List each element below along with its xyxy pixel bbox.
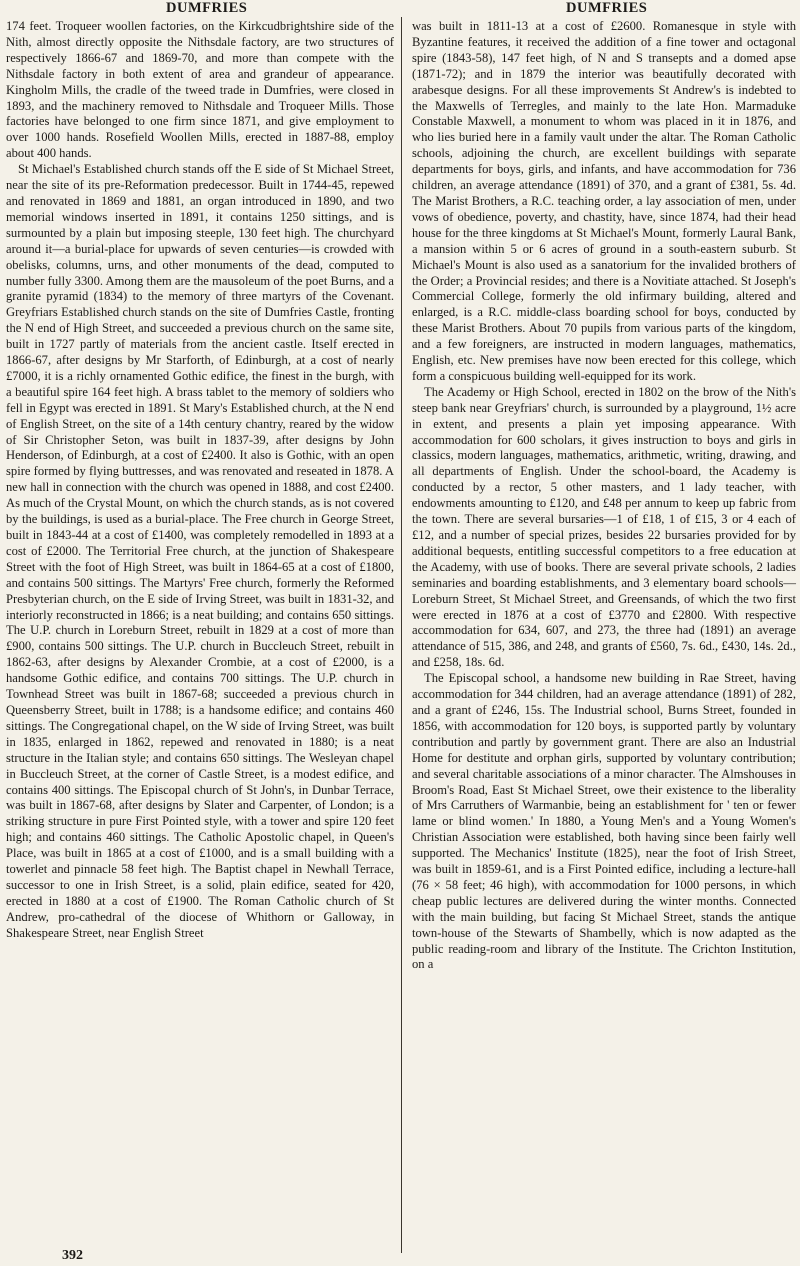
paragraph: The Episcopal school, a handsome new building in Rae Street, having accommodation for 344 children, had an average attendance (1891) of 282, and a grant of £246, 15s. The Industrial school, Burns Street, founded in 1856, with accommodation for 120 boys, is supported partly by voluntary contribution and partly by government grant. There are also an Industrial Home for destitute and orphan girls, supported by voluntary contribution; and several charitable associations of a minor character. The Almshouses in Broom's Road, East St Michael Street, owe their existence to the liberality of Mrs Carruthers of Warmanbie, being an establishment for ' ten or fewer lame or blind women.' In 1880, a Young Men's and a Young Women's Christian Association were established, both having since been fairly well supported. The Mechanics' Institute (1825), near the foot of Irish Street, was built in 1859-61, and is a First Pointed edifice, including a lecture-hall (76 × 58 feet; 46 high), with accommodation for 1000 persons, in which cheap public lectures are delivered during the winter months. Connected with the main building, but facing St Michael Street, stands the antique town-house of the Stewarts of Shambelly, which is now adapted as the public reading-room and library of the Institute. The Crichton Institution, on a [412,671,796,972]
column-divider [401,17,402,1253]
right-column [412,19,796,973]
paragraph: was built in 1811-13 at a cost of £2600. Romanesque in style with Byzantine features, it received the addition of a fine tower and octagonal spire (1843-58), 147 feet high, of N and S transepts and a domed apse (1871-72); and in 1879 the interior was beautifully decorated with arabesque designs. For all these improvements St Andrew's is indebted to the Maxwells of Terregles, and mainly to the late Hon. Marmaduke Constable Maxwell, a monument to whom was placed in it in 1876, and who lies buried here in a family vault under the altar. The Roman Catholic schools, adjoining the church, are excellent buildings with separate departments for boys, girls, and infants, and have accommodation for 736 children, an average attendance (1891) of 370, and a grant of £381, 5s. 4d. The Marist Brothers, a R.C. teaching order, a lay association of men, under vows of obedience, poverty, and chastity, have, since 1874, had their head house for the three kingdoms at St Michael's Mount, formerly Laural Bank, a mansion within 5 or 6 acres of ground in a south-eastern suburb. St Michael's Mount is also used as a sanatorium for the invalided brothers of the Order; a Provincial resides; and there is a Novitiate attached. St Joseph's Commercial College, formerly the old infirmary building, altered and enlarged, is a R.C. middle-class boarding school for boys, conducted by these Marist Brothers. About 70 pupils from various parts of the kingdom, and a few foreigners, are instructed in modern languages, mathematics, English, etc. New premises have now been erected for this college, which form a conspicuous building well-equipped for its work. [412,19,796,383]
running-header-left: DUMFRIES [166,0,248,16]
left-column [6,19,394,942]
running-header-right: DUMFRIES [566,0,648,16]
paragraph: St Michael's Established church stands off the E side of St Michael Street, near the site of its pre-Reformation predecessor. Built in 1744-45, repewed and renovated in 1869 and 1881, an organ introduced in 1890, and two memorial windows inserted in 1891, it contains 1250 sittings, and is surmounted by a plain but imposing steeple, 130 feet high. The churchyard around it—a burial-place for upwards of seven centuries—is crowded with obelisks, columns, urns, and other monuments of the dead, computed to number fully 3300. Among them are the mausoleum of the poet Burns, and a granite pyramid (1834) to the memory of three martyrs of the Covenant. Greyfriars Established church stands on the site of Dumfries Castle, fronting the N end of High Street, and succeeded a previous church on the same site, built in 1727 partly of materials from the ancient castle. Itself erected in 1866-67, after designs by Mr Starforth, of Edinburgh, at a cost of nearly £7000, it is a richly ornamented Gothic edifice, the finest in the burgh, with a beautiful spire 164 feet high. A brass tablet to the memory of soldiers who fell in Egypt was erected in 1891. St Mary's Established church, at the N end of English Street, on the site of a 14th century chantry, reared by the widow of Sir Christopher Seton, was built in 1837-39, after designs by John Henderson, of Edinburgh, at a cost of £2400. It also is Gothic, with an open spire formed by flying buttresses, and was renovated and reseated in 1878. A new hall in connection with the church was opened in 1888, and cost £2400. As much of the Crystal Mount, on which the church stands, as is not covered by the buildings, is used as a burial-place. The Free church in George Street, built in 1843-44 at a cost of £1400, was completely remodelled in 1893 at a cost of £2000. The Territorial Free church, at the junction of Shakespeare Street with the foot of High Street, was built in 1864-65 at a cost of £1800, and contains 500 sittings. The Martyrs' Free church, formerly the Reformed Presbyterian church, on the E side of Irving Street, was built in 1831-32, and interiorly reconstructed in 1866; is a neat building; and contains 650 sittings. The U.P. church in Loreburn Street, rebuilt in 1829 at a cost of more than £900, contains 500 sittings. The U.P. church in Buccleuch Street, rebuilt in 1862-63, after designs by Alexander Crombie, at a cost of £2000, is a handsome Gothic edifice, and contains 700 sittings. The U.P. church in Townhead Street was built in 1867-68; succeeded a previous church in Queensberry Street, built in 1788; is a handsome edifice; and contains 460 sittings. The Congregational chapel, on the W side of Irving Street, was built in 1835, enlarged in 1862, repewed and renovated in 1880; is a neat structure in the Italian style; and contains 650 sittings. The Wesleyan chapel in Buccleuch Street, at the corner of Castle Street, is a modest edifice, and contains 400 sittings. The Episcopal church of St John's, in Dunbar Terrace, was built in 1867-68, after designs by Slater and Carpenter, of London; is a striking structure in pure First Pointed style, with a tower and spire 120 feet high; and contains 460 sittings. The Catholic Apostolic chapel, in Queen's Place, was built in 1865 at a cost of £1000, and is a small building with a towerlet and pinnacle 58 feet high. The Baptist chapel in Newhall Terrace, successor to one in Irish Street, is a solid, plain edifice, seated for 420, erected in 1880 at a cost of £1900. The Roman Catholic church of St Andrew, pro-cathedral of the diocese of Whithorn or Galloway, in Shakespeare Street, near English Street [6,162,394,940]
paragraph: 174 feet. Troqueer woollen factories, on the Kirkcudbrightshire side of the Nith, almost directly opposite the Nithsdale factory, are two structures of respectively 1866-67 and 1869-70, and more than compete with the Nithsdale factory in both extent of area and grandeur of appearance. Kingholm Mills, the cradle of the tweed trade in Dumfries, were closed in 1893, and the machinery removed to Nithsdale and Troqueer Mills. Those factories have belonged to one firm since 1871, and give employment to over 1000 hands. Rosefield Woollen Mills, erected in 1887-88, employ about 400 hands. [6,19,394,161]
page-number: 392 [62,1248,83,1263]
paragraph: The Academy or High School, erected in 1802 on the brow of the Nith's steep bank near Greyfriars' church, is surrounded by a playground, 1½ acre in extent, and presents a plain yet imposing appearance. With accommodation for 600 scholars, it gives instruction to boys and girls in classics, modern languages, mathematics, arithmetic, writing, drawing, and all departments of English. Under the school-board, the Academy is conducted by a rector, 5 other masters, and 1 lady teacher, with endowments amounting to £120, and £48 per annum to keep up fabric from the town. There are several bursaries—1 of £18, 1 of £15, 3 or 4 each of £12, and a number of special prizes, besides 22 bursaries provided for by additional bequests, entitling successful competitors to a free education at the Academy, with use of books. There are several private schools, 2 ladies seminaries and boarding establishments, and 3 elementary board schools—Loreburn Street, St Michael Street, and Greensands, of which the two first were erected in 1876 at a cost of £3770 and £2800. With respective accommodation for 634, 607, and 273, the three had (1891) an average attendance of 515, 386, and 248, and grants of £560, 7s. 6d., £430, 14s. 2d., and £258, 18s. 6d. [412,384,796,670]
